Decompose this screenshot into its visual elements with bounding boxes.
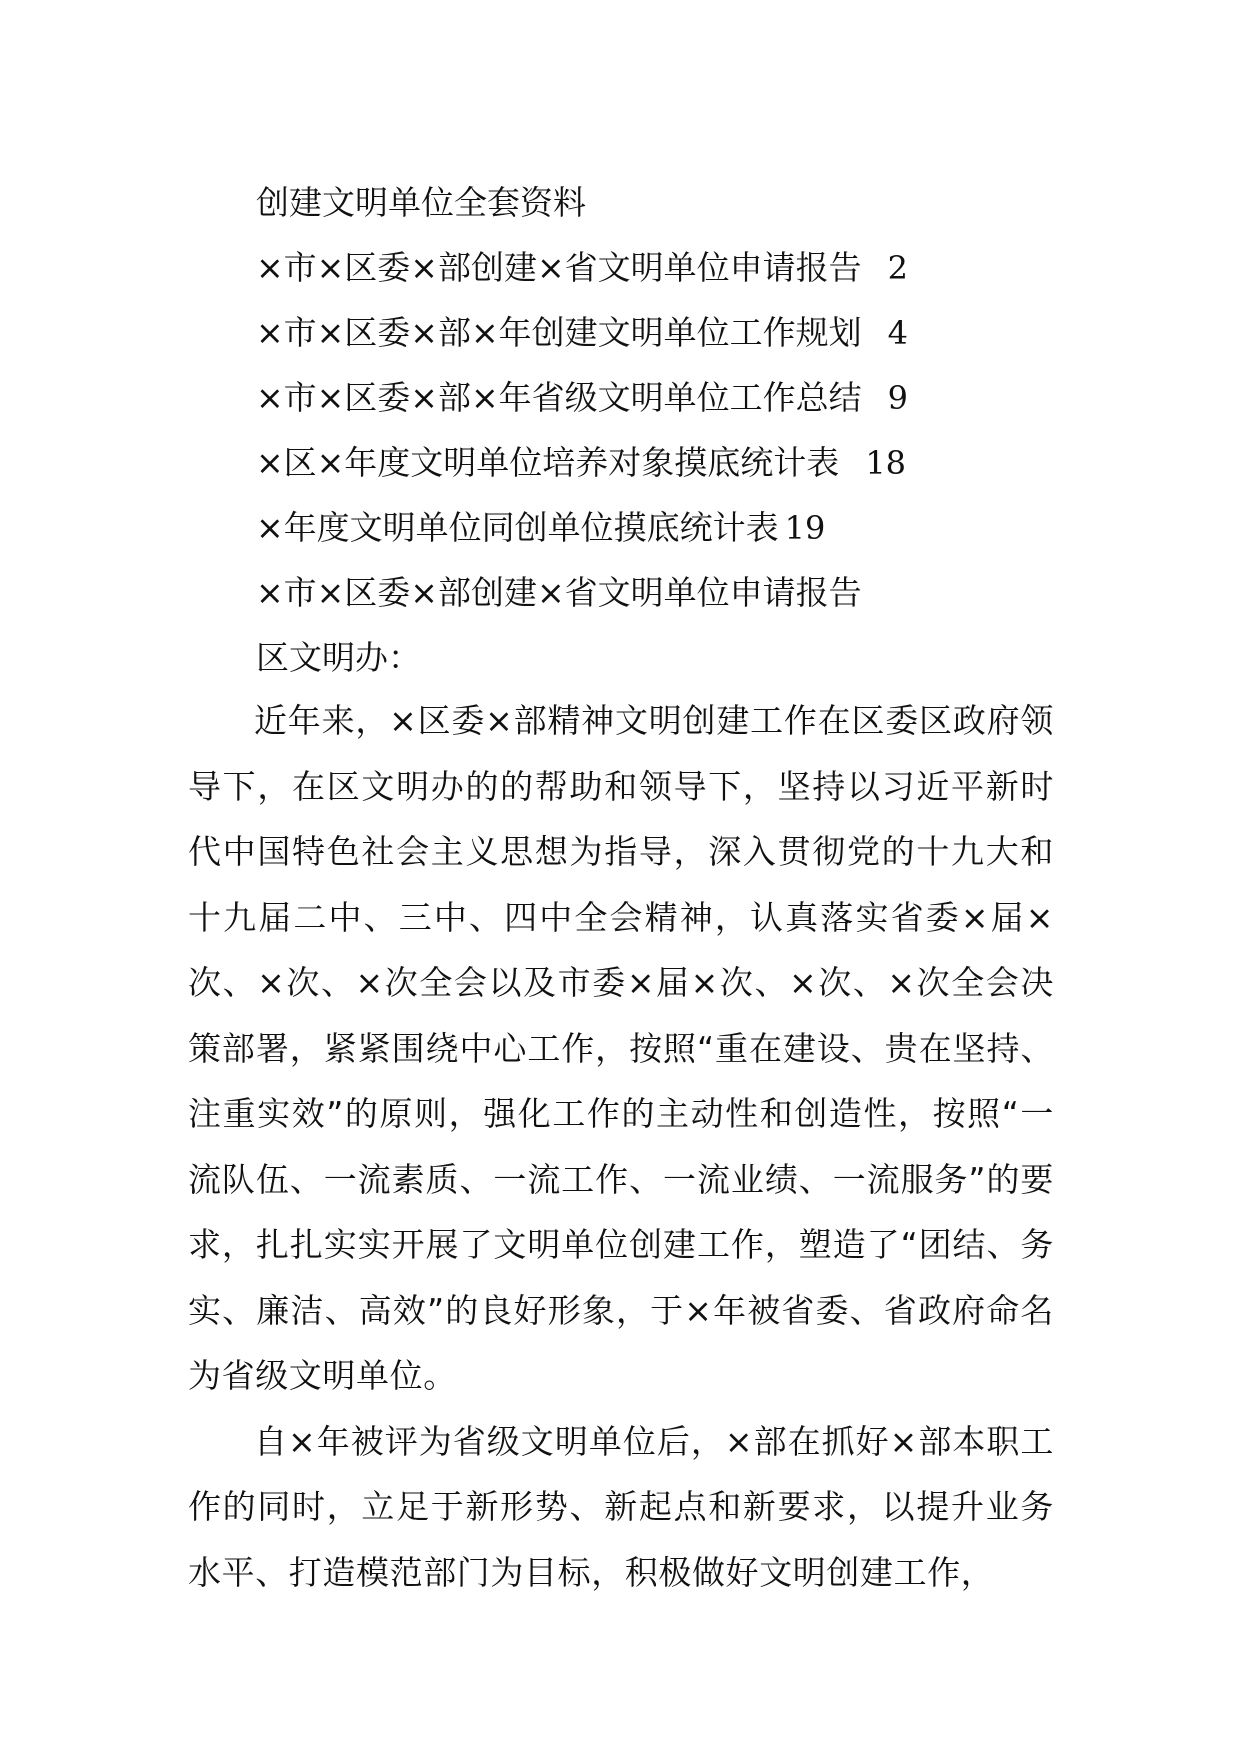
toc-entry[interactable] xyxy=(256,300,908,365)
toc-entry-page: 19 xyxy=(784,509,826,547)
toc-entry-text: ×市×区委×部×年创建文明单位工作规划 xyxy=(256,313,862,352)
report-title: ×市×区委×部创建×省文明单位申请报告 xyxy=(256,573,862,612)
toc-entry-text: ×年度文明单位同创单位摸底统计表 xyxy=(256,508,779,547)
report-body xyxy=(188,688,1054,1605)
table-of-contents xyxy=(256,170,908,690)
toc-entry-text: ×区×年度文明单位培养对象摸底统计表 xyxy=(256,443,840,482)
toc-entry-text: ×市×区委×部×年省级文明单位工作总结 xyxy=(256,378,862,417)
toc-entry[interactable] xyxy=(256,365,908,430)
toc-entry[interactable] xyxy=(256,495,908,560)
toc-entry-page: 4 xyxy=(887,314,908,352)
body-paragraph: 自×年被评为省级文明单位后，×部在抓好×部本职工作的同时，立足于新形势、新起点和新要求，以提升业务水平、打造模范部门为目标，积极做好文明创建工作， xyxy=(188,1421,1054,1592)
body-paragraph: 近年来，×区委×部精神文明创建工作在区委区政府领导下，在区文明办的的帮助和领导下，坚持以习近平新时代中国特色社会主义思想为指导，深入贯彻党的十九大和十九届二中、三中、四中全会精神，认真落实省委×届×次、×次、×次全会以及市委×届×次、×次、×次全会决策部署，紧紧围绕中心工作，按照“重在建设、贵在坚持、注重实效”的原则，强化工作的主动性和创造性，按照“一流队伍、一流素质、一流工作、一流业绩、一流服务”的要求，扎扎实实开展了文明单位创建工作，塑造了“团结、务实、廉洁、高效”的良好形象，于×年被省委、省政府命名为省级文明单位。 xyxy=(188,701,1054,1395)
salutation: 区文明办： xyxy=(256,638,421,677)
toc-entry[interactable] xyxy=(256,235,908,300)
toc-entry-page: 2 xyxy=(887,249,908,287)
toc-entry-text: ×市×区委×部创建×省文明单位申请报告 xyxy=(256,248,862,287)
toc-entry[interactable] xyxy=(256,430,908,495)
toc-entry-page: 9 xyxy=(887,379,908,417)
toc-entry-page: 18 xyxy=(865,444,907,482)
document-title: 创建文明单位全套资料 xyxy=(256,183,586,222)
